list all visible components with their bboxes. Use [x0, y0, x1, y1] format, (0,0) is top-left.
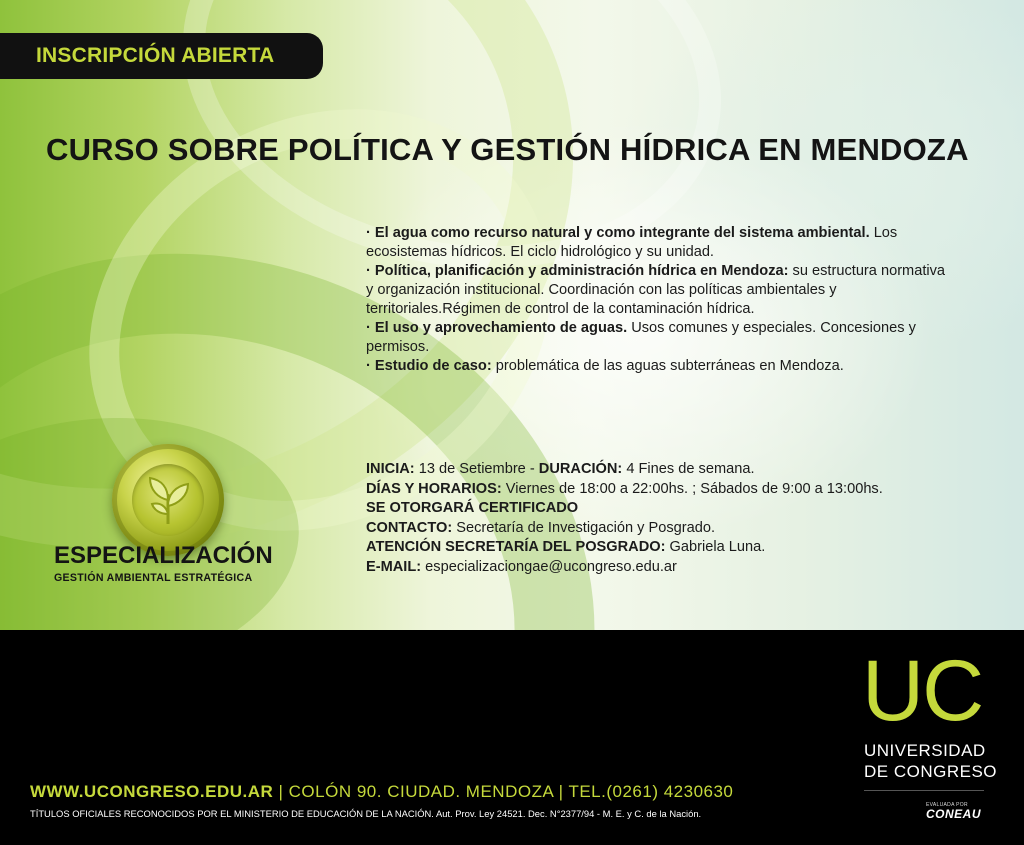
separator: |	[553, 782, 569, 801]
topic-text: problemática de las aguas subterráneas en Mendoza.	[491, 358, 844, 374]
certificate-text: SE OTORGARÁ CERTIFICADO	[366, 500, 579, 516]
email-value[interactable]: especializaciongae@ucongreso.edu.ar	[421, 558, 677, 575]
duration-value: 4 Fines de semana.	[622, 461, 755, 477]
topic-item	[366, 224, 956, 262]
topic-item	[366, 262, 956, 319]
separator: |	[273, 782, 289, 801]
legal-notice: TÍTULOS OFICIALES RECONOCIDOS POR EL MINISTERIO DE EDUCACIÓN DE LA NACIÓN. Aut. Prov. Ley 24521. Dec. N°2377/94 - M. E. y C. de la Nación.	[30, 808, 702, 819]
specialization-title: ESPECIALIZACIÓN	[54, 542, 273, 569]
start-label: INICIA:	[366, 461, 415, 477]
uc-logo: UC	[862, 643, 983, 739]
footer-contact-line	[30, 782, 733, 802]
attention-line	[366, 538, 966, 558]
coneau-logo: CONEAU	[926, 807, 982, 821]
duration-label: DURACIÓN:	[538, 461, 623, 477]
topic-heading: · Política, planificación y administración hídrica en Mendoza:	[366, 263, 789, 279]
address: COLÓN 90. CIUDAD. MENDOZA	[288, 782, 554, 801]
attention-value: Gabriela Luna.	[665, 539, 766, 555]
enrollment-banner	[0, 33, 323, 79]
course-title: CURSO SOBRE POLÍTICA Y GESTIÓN HÍDRICA EN MENDOZA	[46, 132, 969, 167]
topic-item	[366, 357, 956, 376]
start-value: 13 de Setiembre -	[414, 461, 539, 477]
course-info	[366, 460, 966, 577]
contact-label: CONTACTO:	[366, 519, 453, 536]
start-duration-line	[366, 460, 966, 480]
topic-heading: · Estudio de caso:	[366, 358, 492, 374]
specialization-subtitle: GESTIÓN AMBIENTAL ESTRATÉGICA	[54, 572, 253, 584]
logo-divider	[864, 790, 984, 791]
topic-heading: · El agua como recurso natural y como integrante del sistema ambiental.	[366, 225, 870, 241]
coneau-caption: EVALUADA POR	[926, 802, 968, 808]
schedule-label: DÍAS Y HORARIOS:	[366, 480, 502, 497]
phone: TEL.(0261) 4230630	[568, 782, 734, 801]
topic-text: Usos comunes y especiales. Concesiones y permisos.	[366, 320, 916, 355]
leaf-icon	[112, 444, 224, 556]
university-name-line1: UNIVERSIDAD	[864, 741, 986, 760]
topic-item	[366, 319, 956, 357]
attention-label: ATENCIÓN SECRETARÍA DEL POSGRADO:	[366, 539, 666, 555]
certificate-line	[366, 499, 966, 519]
schedule-line	[366, 480, 966, 500]
contact-value: Secretaría de Investigación y Posgrado.	[452, 519, 716, 536]
topic-text: Los ecosistemas hídricos. El ciclo hidrológico y su unidad.	[366, 225, 898, 260]
seal-badge	[112, 444, 224, 556]
email-label: E-MAIL:	[366, 558, 422, 575]
topics-list	[366, 224, 956, 376]
banner-text: INSCRIPCIÓN ABIERTA	[36, 44, 275, 67]
website-link[interactable]: WWW.UCONGRESO.EDU.AR	[30, 782, 274, 801]
contact-line	[366, 519, 966, 539]
email-line	[366, 558, 966, 578]
university-name-line2: DE CONGRESO	[864, 762, 998, 781]
topic-heading: · El uso y aprovechamiento de aguas.	[366, 320, 628, 336]
schedule-value: Viernes de 18:00 a 22:00hs. ; Sábados de 9:00 a 13:00hs.	[501, 480, 883, 497]
topic-text: su estructura normativa y organización institucional. Coordinación con las políticas ambientales y territoriales.Régimen de control de la contaminación hídrica.	[366, 263, 946, 317]
